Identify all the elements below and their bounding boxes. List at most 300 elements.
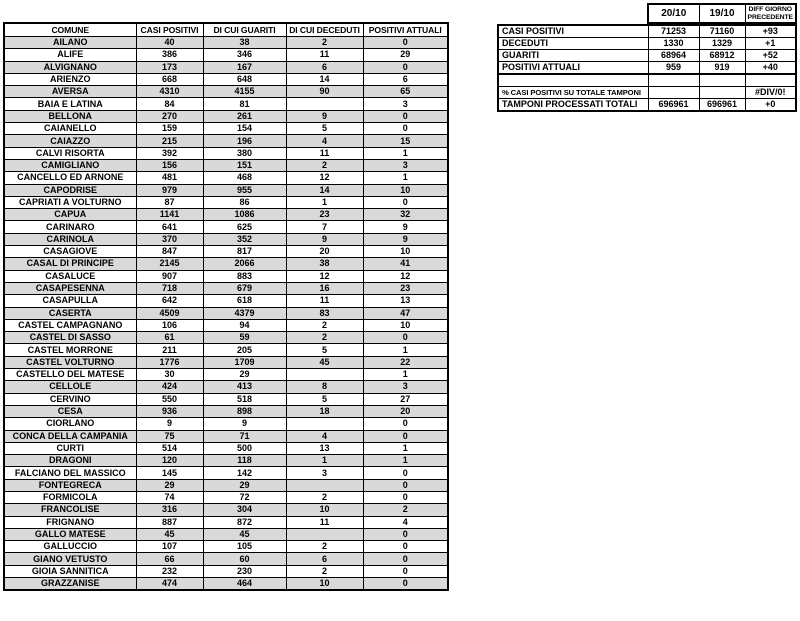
comune-cell: CASTEL MORRONE [4,344,136,356]
value-cell: 118 [203,455,286,467]
comune-cell: CIORLANO [4,418,136,430]
summary-value-cell: +93 [745,25,796,38]
value-cell [286,528,363,540]
value-cell: 120 [136,455,203,467]
column-header: DI CUI GUARITI [203,23,286,37]
value-cell: 2 [286,491,363,503]
summary-label-cell: % CASI POSITIVI SU TOTALE TAMPONI [498,87,648,99]
comune-cell: FORMICOLA [4,491,136,503]
summary-value-cell [699,74,745,87]
table-row [4,516,448,528]
value-cell: 14 [286,184,363,196]
value-cell: 1 [363,147,448,159]
value-cell: 12 [286,172,363,184]
value-cell: 1776 [136,356,203,368]
table-row [4,307,448,319]
value-cell: 8 [286,381,363,393]
value-cell: 59 [203,332,286,344]
summary-value-cell [745,74,796,87]
table-row [4,369,448,381]
value-cell: 464 [203,578,286,591]
value-cell: 86 [203,196,286,208]
table-row [4,184,448,196]
table-row [4,221,448,233]
column-header: CASI POSITIVI [136,23,203,37]
value-cell: 6 [363,73,448,85]
table-row [4,49,448,61]
value-cell [286,418,363,430]
comune-cell: AILANO [4,37,136,49]
value-cell: 12 [363,270,448,282]
value-cell [286,98,363,110]
comune-cell: BAIA E LATINA [4,98,136,110]
comune-cell: CASTEL DI SASSO [4,332,136,344]
table-row [4,147,448,159]
table-row [4,295,448,307]
value-cell: 1 [363,344,448,356]
value-cell: 71 [203,430,286,442]
value-cell: 5 [286,123,363,135]
value-cell: 215 [136,135,203,147]
comune-cell: CAPRIATI A VOLTURNO [4,196,136,208]
summary-row [498,62,796,75]
value-cell: 65 [363,86,448,98]
comune-cell: GALLO MATESE [4,528,136,540]
table-row [4,541,448,553]
value-cell: 0 [363,418,448,430]
comuni-table-header [4,23,448,37]
value-cell: 45 [203,528,286,540]
comune-cell: CARINARO [4,221,136,233]
value-cell: 1086 [203,209,286,221]
table-row [4,332,448,344]
table-row [4,282,448,294]
value-cell: 468 [203,172,286,184]
summary-row [498,25,796,38]
value-cell: 474 [136,578,203,591]
diff-column-header: DIFF GIORNO PRECEDENTE [745,4,796,23]
value-cell: 2066 [203,258,286,270]
comune-cell: GIANO VETUSTO [4,553,136,565]
value-cell: 18 [286,405,363,417]
summary-label-cell: POSITIVI ATTUALI [498,62,648,75]
table-row [4,233,448,245]
table-row [4,467,448,479]
value-cell: 61 [136,332,203,344]
value-cell: 9 [286,110,363,122]
table-row [4,479,448,491]
value-cell: 13 [286,442,363,454]
table-row [4,270,448,282]
comune-cell: FONTEGRECA [4,479,136,491]
table-row [4,135,448,147]
value-cell: 145 [136,467,203,479]
summary-totals-table [497,24,797,112]
value-cell: 3 [363,98,448,110]
value-cell: 0 [363,541,448,553]
value-cell: 0 [363,110,448,122]
value-cell: 3 [363,381,448,393]
value-cell: 887 [136,516,203,528]
comune-cell: GRAZZANISE [4,578,136,591]
column-header: COMUNE [4,23,136,37]
value-cell: 2 [286,37,363,49]
summary-label-cell: CASI POSITIVI [498,25,648,38]
value-cell: 45 [136,528,203,540]
table-row [4,73,448,85]
value-cell: 29 [136,479,203,491]
value-cell: 106 [136,319,203,331]
value-cell: 15 [363,135,448,147]
value-cell: 83 [286,307,363,319]
summary-value-cell: 68912 [699,50,745,62]
value-cell: 0 [363,553,448,565]
value-cell: 167 [203,61,286,73]
table-row [4,405,448,417]
value-cell: 2 [286,565,363,577]
value-cell: 151 [203,159,286,171]
value-cell: 386 [136,49,203,61]
value-cell: 370 [136,233,203,245]
column-header: DI CUI DECEDUTI [286,23,363,37]
value-cell [286,479,363,491]
value-cell: 2 [286,319,363,331]
value-cell: 0 [363,430,448,442]
value-cell: 1141 [136,209,203,221]
value-cell: 10 [286,578,363,591]
value-cell: 518 [203,393,286,405]
value-cell: 936 [136,405,203,417]
comune-cell: AVERSA [4,86,136,98]
comune-cell: CERVINO [4,393,136,405]
value-cell: 4509 [136,307,203,319]
table-row [4,86,448,98]
value-cell: 29 [203,479,286,491]
value-cell: 380 [203,147,286,159]
summary-value-cell: 696961 [648,99,699,112]
value-cell: 500 [203,442,286,454]
comune-cell: CAIAZZO [4,135,136,147]
summary-label-cell: GUARITI [498,50,648,62]
value-cell: 38 [203,37,286,49]
value-cell: 14 [286,73,363,85]
value-cell: 10 [363,184,448,196]
value-cell: 173 [136,61,203,73]
value-cell: 625 [203,221,286,233]
value-cell: 16 [286,282,363,294]
table-row [4,258,448,270]
value-cell: 352 [203,233,286,245]
table-row [4,159,448,171]
summary-value-cell [648,87,699,99]
summary-header-row [648,4,796,23]
summary-row [498,50,796,62]
value-cell: 3 [286,467,363,479]
summary-value-cell: +1 [745,38,796,50]
value-cell: 2 [363,504,448,516]
table-row [4,565,448,577]
value-cell: 2145 [136,258,203,270]
value-cell: 4 [286,430,363,442]
value-cell: 29 [203,369,286,381]
table-row [4,504,448,516]
summary-row [498,87,796,99]
summary-value-cell: +0 [745,99,796,112]
value-cell: 641 [136,221,203,233]
comune-cell: CELLOLE [4,381,136,393]
summary-value-cell [648,74,699,87]
summary-row [498,38,796,50]
summary-value-cell: +52 [745,50,796,62]
summary-value-cell: 1330 [648,38,699,50]
value-cell: 0 [363,578,448,591]
comuni-header-row [4,23,448,37]
value-cell: 1 [363,369,448,381]
value-cell: 11 [286,49,363,61]
comune-cell: CALVI RISORTA [4,147,136,159]
table-row [4,172,448,184]
comune-cell: CASAL DI PRINCIPE [4,258,136,270]
value-cell: 0 [363,528,448,540]
comune-cell: GIOIA SANNITICA [4,565,136,577]
comune-cell: CARINOLA [4,233,136,245]
summary-value-cell [699,87,745,99]
comune-cell: CASERTA [4,307,136,319]
summary-value-cell: 959 [648,62,699,75]
value-cell: 550 [136,393,203,405]
value-cell: 9 [286,233,363,245]
summary-label-cell [498,74,648,87]
table-row [4,578,448,591]
table-row [4,381,448,393]
value-cell: 481 [136,172,203,184]
value-cell: 20 [286,246,363,258]
table-row [4,196,448,208]
comune-cell: CAPUA [4,209,136,221]
comune-cell: CAIANELLO [4,123,136,135]
table-row [4,430,448,442]
value-cell: 230 [203,565,286,577]
value-cell: 74 [136,491,203,503]
comune-cell: CAMIGLIANO [4,159,136,171]
value-cell: 10 [286,504,363,516]
value-cell: 205 [203,344,286,356]
value-cell: 10 [363,319,448,331]
value-cell: 38 [286,258,363,270]
value-cell: 2 [286,541,363,553]
value-cell: 413 [203,381,286,393]
value-cell: 30 [136,369,203,381]
column-header: POSITIVI ATTUALI [363,23,448,37]
value-cell: 514 [136,442,203,454]
table-row [4,553,448,565]
value-cell: 10 [363,246,448,258]
value-cell: 4310 [136,86,203,98]
value-cell: 9 [136,418,203,430]
summary-row [498,99,796,112]
table-row [4,209,448,221]
value-cell: 642 [136,295,203,307]
value-cell: 4155 [203,86,286,98]
comune-cell: CURTI [4,442,136,454]
value-cell: 27 [363,393,448,405]
summary-value-cell: 68964 [648,50,699,62]
value-cell: 2 [286,332,363,344]
value-cell: 72 [203,491,286,503]
table-row [4,123,448,135]
value-cell: 45 [286,356,363,368]
table-row [4,246,448,258]
comune-cell: DRAGONI [4,455,136,467]
value-cell: 47 [363,307,448,319]
comune-cell: ALIFE [4,49,136,61]
value-cell: 847 [136,246,203,258]
value-cell: 20 [363,405,448,417]
value-cell: 1 [286,196,363,208]
comune-cell: CANCELLO ED ARNONE [4,172,136,184]
value-cell: 817 [203,246,286,258]
summary-value-cell: 919 [699,62,745,75]
value-cell: 232 [136,565,203,577]
comune-cell: FRANCOLISE [4,504,136,516]
summary-value-cell: 696961 [699,99,745,112]
value-cell: 346 [203,49,286,61]
summary-value-cell: #DIV/0! [745,87,796,99]
date-column-header: 20/10 [648,4,699,23]
value-cell: 11 [286,295,363,307]
comune-cell: CESA [4,405,136,417]
comune-cell: ALVIGNANO [4,61,136,73]
value-cell: 90 [286,86,363,98]
table-row [4,110,448,122]
value-cell: 22 [363,356,448,368]
value-cell: 3 [363,159,448,171]
value-cell: 872 [203,516,286,528]
value-cell: 29 [363,49,448,61]
value-cell: 23 [363,282,448,294]
value-cell: 679 [203,282,286,294]
table-row [4,393,448,405]
value-cell: 0 [363,332,448,344]
value-cell: 94 [203,319,286,331]
value-cell: 81 [203,98,286,110]
value-cell: 0 [363,491,448,503]
comune-cell: CASAPESENNA [4,282,136,294]
comune-cell: ARIENZO [4,73,136,85]
comune-cell: CASAPULLA [4,295,136,307]
value-cell: 979 [136,184,203,196]
summary-label-cell: DECEDUTI [498,38,648,50]
table-row [4,528,448,540]
value-cell: 648 [203,73,286,85]
value-cell: 7 [286,221,363,233]
value-cell: 9 [363,221,448,233]
value-cell: 156 [136,159,203,171]
table-row [4,37,448,49]
value-cell: 4 [286,135,363,147]
value-cell: 1 [363,442,448,454]
table-row [4,356,448,368]
value-cell: 13 [363,295,448,307]
comune-cell: CASTEL CAMPAGNANO [4,319,136,331]
value-cell: 154 [203,123,286,135]
value-cell: 898 [203,405,286,417]
comune-cell: CASTELLO DEL MATESE [4,369,136,381]
value-cell: 32 [363,209,448,221]
value-cell: 9 [203,418,286,430]
comuni-covid-table [3,22,449,591]
comune-cell: BELLONA [4,110,136,122]
value-cell: 1 [363,172,448,184]
value-cell: 0 [363,479,448,491]
value-cell: 211 [136,344,203,356]
summary-value-cell: 71253 [648,25,699,38]
summary-value-cell: +40 [745,62,796,75]
comune-cell: CASTEL VOLTURNO [4,356,136,368]
date-column-header: 19/10 [699,4,745,23]
value-cell: 316 [136,504,203,516]
value-cell: 196 [203,135,286,147]
summary-row [498,74,796,87]
table-row [4,319,448,331]
value-cell: 6 [286,61,363,73]
value-cell: 883 [203,270,286,282]
value-cell: 4379 [203,307,286,319]
value-cell: 9 [363,233,448,245]
value-cell: 2 [286,159,363,171]
value-cell: 159 [136,123,203,135]
value-cell: 60 [203,553,286,565]
value-cell: 0 [363,196,448,208]
table-row [4,491,448,503]
value-cell [286,369,363,381]
table-row [4,344,448,356]
table-row [4,61,448,73]
value-cell: 5 [286,393,363,405]
value-cell: 75 [136,430,203,442]
value-cell: 84 [136,98,203,110]
table-row [4,98,448,110]
value-cell: 142 [203,467,286,479]
value-cell: 668 [136,73,203,85]
value-cell: 1 [363,455,448,467]
value-cell: 0 [363,61,448,73]
value-cell: 304 [203,504,286,516]
value-cell: 424 [136,381,203,393]
summary-value-cell: 71160 [699,25,745,38]
value-cell: 87 [136,196,203,208]
value-cell: 270 [136,110,203,122]
value-cell: 618 [203,295,286,307]
value-cell: 907 [136,270,203,282]
comune-cell: FALCIANO DEL MASSICO [4,467,136,479]
value-cell: 6 [286,553,363,565]
comune-cell: CASALUCE [4,270,136,282]
summary-value-cell: 1329 [699,38,745,50]
table-row [4,455,448,467]
value-cell: 66 [136,553,203,565]
value-cell: 955 [203,184,286,196]
value-cell: 40 [136,37,203,49]
value-cell: 11 [286,147,363,159]
value-cell: 11 [286,516,363,528]
summary-date-header [647,3,797,24]
table-row [4,418,448,430]
value-cell: 261 [203,110,286,122]
comune-cell: GALLUCCIO [4,541,136,553]
value-cell: 107 [136,541,203,553]
value-cell: 23 [286,209,363,221]
